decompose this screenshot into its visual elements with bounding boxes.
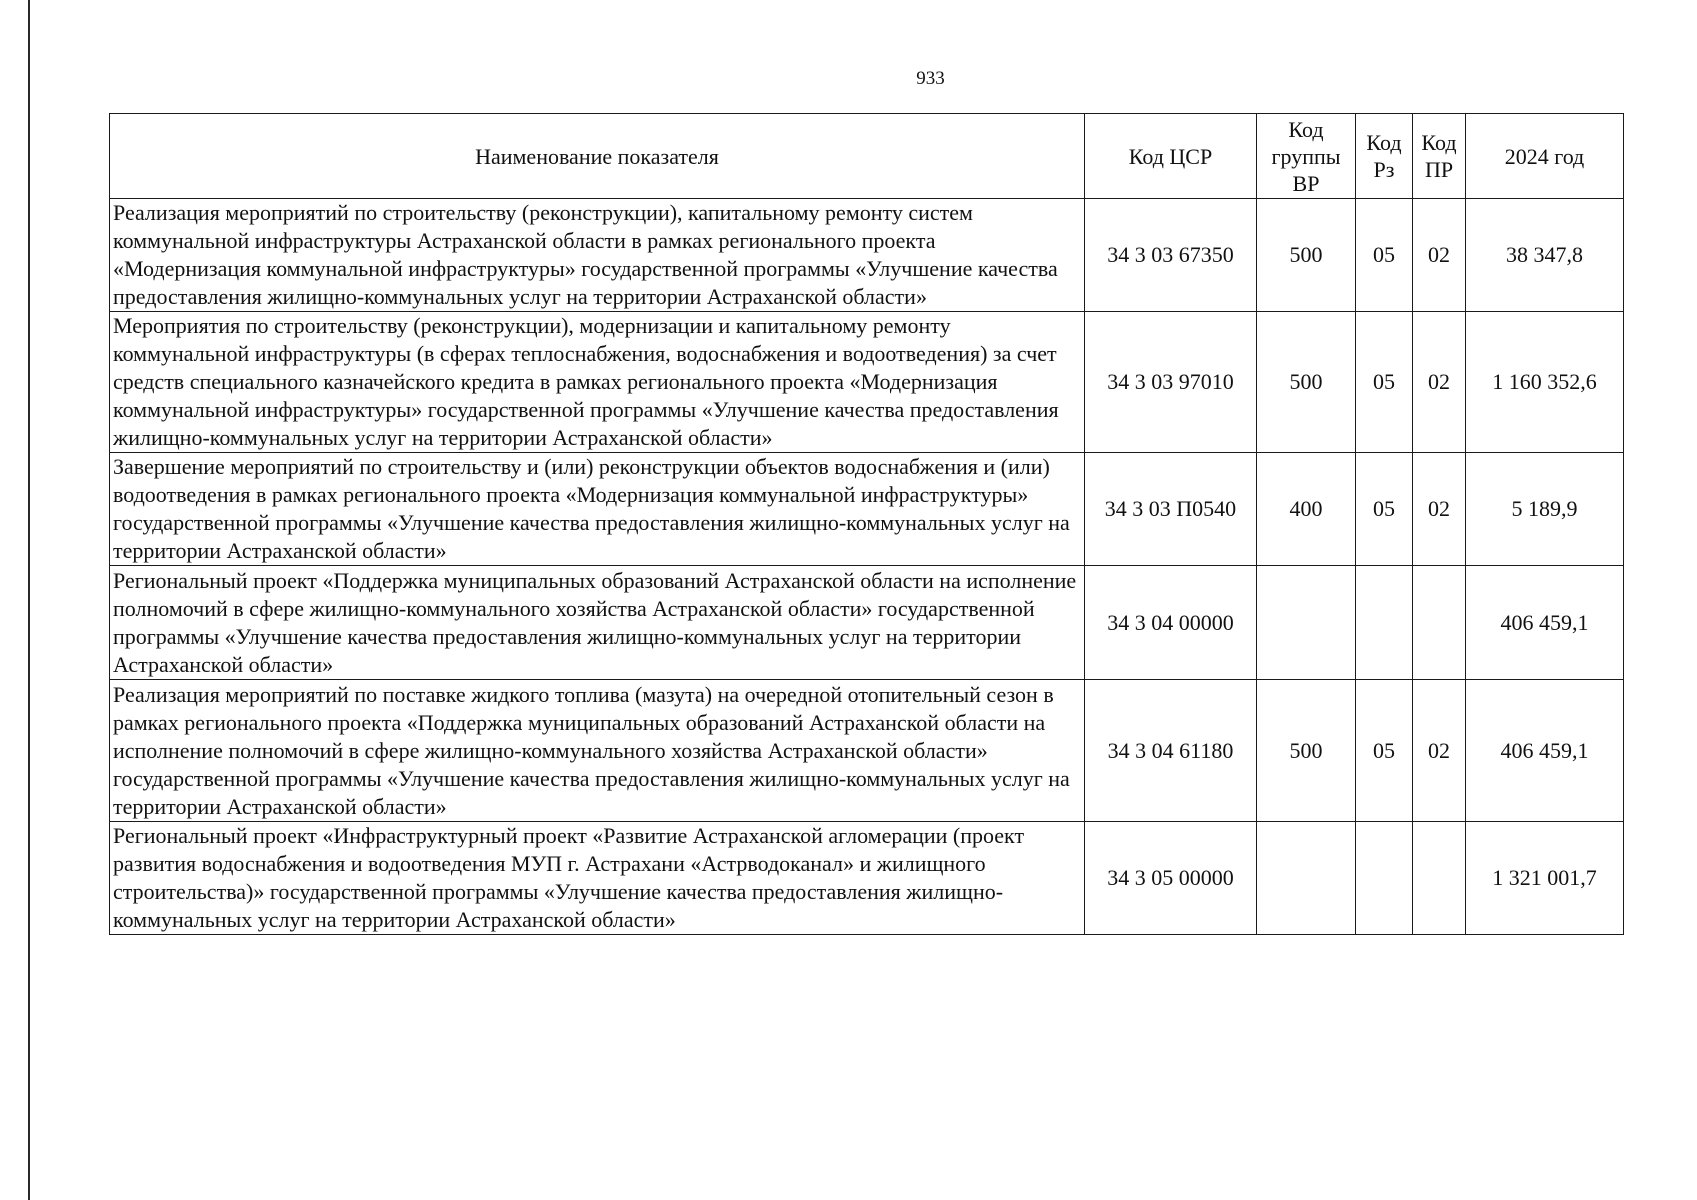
table-row (110, 453, 1624, 566)
row-pr-code (1413, 566, 1466, 680)
row-amount-2024: 5 189,9 (1466, 453, 1624, 566)
row-indicator-name: Реализация мероприятий по строительству (реконструкции), капитальному ремонту систем коммунальной инфраструктуры Астраханской области в рамках регионального проекта «Модернизация коммунальной инфраструктуры» государственной программы «Улучшение качества предоставления жилищно-коммунальных услуг на территории Астраханской области» (110, 199, 1085, 312)
header-rz-code: Код Рз (1356, 114, 1413, 199)
table-row (110, 566, 1624, 680)
row-csr-code: 34 3 03 97010 (1085, 312, 1257, 453)
row-vr-code: 400 (1257, 453, 1356, 566)
table-row (110, 822, 1624, 935)
table-header-row (110, 114, 1624, 199)
budget-table (109, 113, 1624, 935)
row-indicator-name: Региональный проект «Инфраструктурный проект «Развитие Астраханской агломерации (проект развития водоснабжения и водоотведения МУП г. Астрахани «Астрводоканал» и жилищного строительства)» государственной программы «Улучшение качества предоставления жилищно-коммунальных услуг на территории Астраханской области» (110, 822, 1085, 935)
row-indicator-name: Реализация мероприятий по поставке жидкого топлива (мазута) на очередной отопительный сезон в рамках регионального проекта «Поддержка муниципальных образований Астраханской области на исполнение полномочий в сфере жилищно-коммунального хозяйства Астраханской области» государственной программы «Улучшение качества предоставления жилищно-коммунальных услуг на территории Астраханской области» (110, 680, 1085, 822)
header-vr-group-code: Код группы ВР (1257, 114, 1356, 199)
row-amount-2024: 406 459,1 (1466, 680, 1624, 822)
page-number: 933 (916, 68, 945, 89)
row-indicator-name: Региональный проект «Поддержка муниципальных образований Астраханской области на исполнение полномочий в сфере жилищно-коммунального хозяйства Астраханской области» государственной программы «Улучшение качества предоставления жилищно-коммунальных услуг на территории Астраханской области» (110, 566, 1085, 680)
table-row (110, 199, 1624, 312)
row-csr-code: 34 3 03 П0540 (1085, 453, 1257, 566)
row-pr-code: 02 (1413, 199, 1466, 312)
row-pr-code: 02 (1413, 312, 1466, 453)
row-vr-code (1257, 822, 1356, 935)
row-rz-code: 05 (1356, 199, 1413, 312)
row-vr-code: 500 (1257, 199, 1356, 312)
row-vr-code: 500 (1257, 680, 1356, 822)
row-pr-code (1413, 822, 1466, 935)
row-rz-code: 05 (1356, 680, 1413, 822)
row-pr-code: 02 (1413, 680, 1466, 822)
row-indicator-name: Мероприятия по строительству (реконструкции), модернизации и капитальному ремонту коммунальной инфраструктуры (в сферах теплоснабжения, водоснабжения и водоотведения) за счет средств специального казначейского кредита в рамках регионального проекта «Модернизация коммунальной инфраструктуры» государственной программы «Улучшение качества предоставления жилищно-коммунальных услуг на территории Астраханской области» (110, 312, 1085, 453)
row-csr-code: 34 3 05 00000 (1085, 822, 1257, 935)
row-amount-2024: 406 459,1 (1466, 566, 1624, 680)
row-rz-code: 05 (1356, 453, 1413, 566)
row-csr-code: 34 3 03 67350 (1085, 199, 1257, 312)
header-pr-code: Код ПР (1413, 114, 1466, 199)
header-indicator-name: Наименование показателя (110, 114, 1085, 199)
row-amount-2024: 38 347,8 (1466, 199, 1624, 312)
row-rz-code: 05 (1356, 312, 1413, 453)
row-indicator-name: Завершение мероприятий по строительству и (или) реконструкции объектов водоснабжения и (или) водоотведения в рамках регионального проекта «Модернизация коммунальной инфраструктуры» государственной программы «Улучшение качества предоставления жилищно-коммунальных услуг на территории Астраханской области» (110, 453, 1085, 566)
row-pr-code: 02 (1413, 453, 1466, 566)
table-row (110, 680, 1624, 822)
table-row (110, 312, 1624, 453)
row-rz-code (1356, 566, 1413, 680)
row-amount-2024: 1 160 352,6 (1466, 312, 1624, 453)
header-year-2024: 2024 год (1466, 114, 1624, 199)
row-rz-code (1356, 822, 1413, 935)
binding-margin-line (28, 0, 30, 1200)
header-csr-code: Код ЦСР (1085, 114, 1257, 199)
row-vr-code (1257, 566, 1356, 680)
row-vr-code: 500 (1257, 312, 1356, 453)
row-amount-2024: 1 321 001,7 (1466, 822, 1624, 935)
row-csr-code: 34 3 04 61180 (1085, 680, 1257, 822)
row-csr-code: 34 3 04 00000 (1085, 566, 1257, 680)
